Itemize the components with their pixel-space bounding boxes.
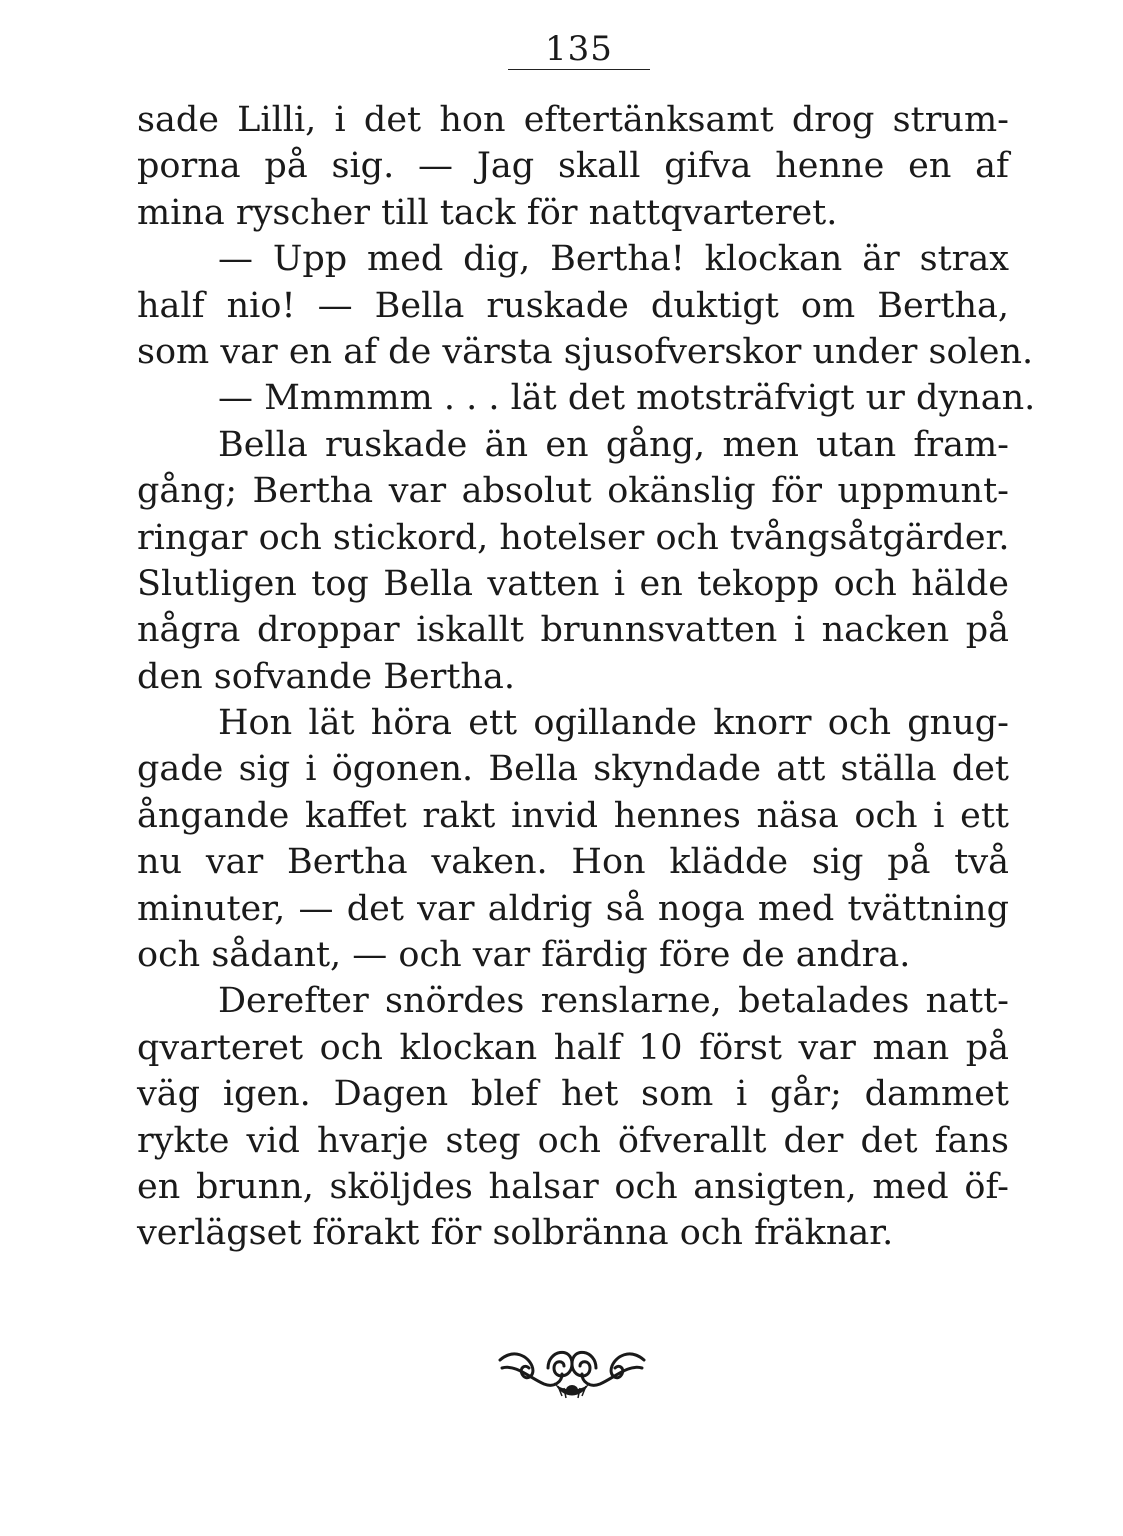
text-line: nu var Bertha vaken. Hon klädde sig på två — [137, 842, 1009, 883]
text-line: porna på sig. — Jag skall gifva henne en af — [137, 146, 1009, 187]
header-rule — [508, 69, 650, 70]
text-line: en brunn, sköljdes halsar och ansigten, med öf- — [137, 1166, 1009, 1207]
text-line: och sådant, — och var färdig före de andra. — [137, 935, 911, 976]
ornament-icon — [492, 1338, 652, 1408]
text-line: minuter, — det var aldrig så noga med tvättning — [137, 888, 1009, 929]
text-line: verlägset förakt för solbränna och fräknar. — [137, 1213, 894, 1254]
text-line: ångande kaffet rakt invid hennes näsa och i ett — [137, 795, 1009, 836]
text-line: — Mmmmm . . . lät det motsträfvigt ur dynan. — [218, 378, 1036, 419]
text-line: väg igen. Dagen blef het som i går; dammet — [137, 1074, 1009, 1115]
text-line: Hon lät höra ett ogillande knorr och gnug- — [218, 703, 1009, 744]
text-line: mina ryscher till tack för nattqvarteret. — [137, 192, 838, 233]
text-line: sade Lilli, i det hon eftertänksamt drog strum- — [137, 100, 1009, 140]
text-line: Derefter snördes renslarne, betalades natt- — [218, 981, 1009, 1022]
page-number: 135 — [545, 29, 613, 69]
text-line: ringar och stickord, hotelser och tvångsåtgärder. — [137, 517, 1010, 558]
text-line: Bella ruskade än en gång, men utan fram- — [218, 424, 1009, 465]
text-line: några droppar iskallt brunnsvatten i nacken på — [137, 610, 1009, 651]
text-line: rykte vid hvarje steg och öfverallt der det fans — [137, 1120, 1009, 1161]
text-line: den sofvande Bertha. — [137, 656, 515, 697]
text-line: half nio! — Bella ruskade duktigt om Bertha, — [137, 285, 1009, 326]
text-line: som var en af de värsta sjusofverskor under solen. — [137, 331, 1034, 372]
text-line: — Upp med dig, Bertha! klockan är strax — [218, 239, 1009, 280]
text-line: Slutligen tog Bella vatten i en tekopp och hälde — [137, 563, 1009, 604]
text-line: gade sig i ögonen. Bella skyndade att ställa det — [137, 749, 1009, 790]
text-line: gång; Bertha var absolut okänslig för uppmunt- — [137, 471, 1009, 512]
text-line: qvarteret och klockan half 10 först var man på — [137, 1027, 1009, 1068]
page-text — [137, 97, 1036, 1257]
